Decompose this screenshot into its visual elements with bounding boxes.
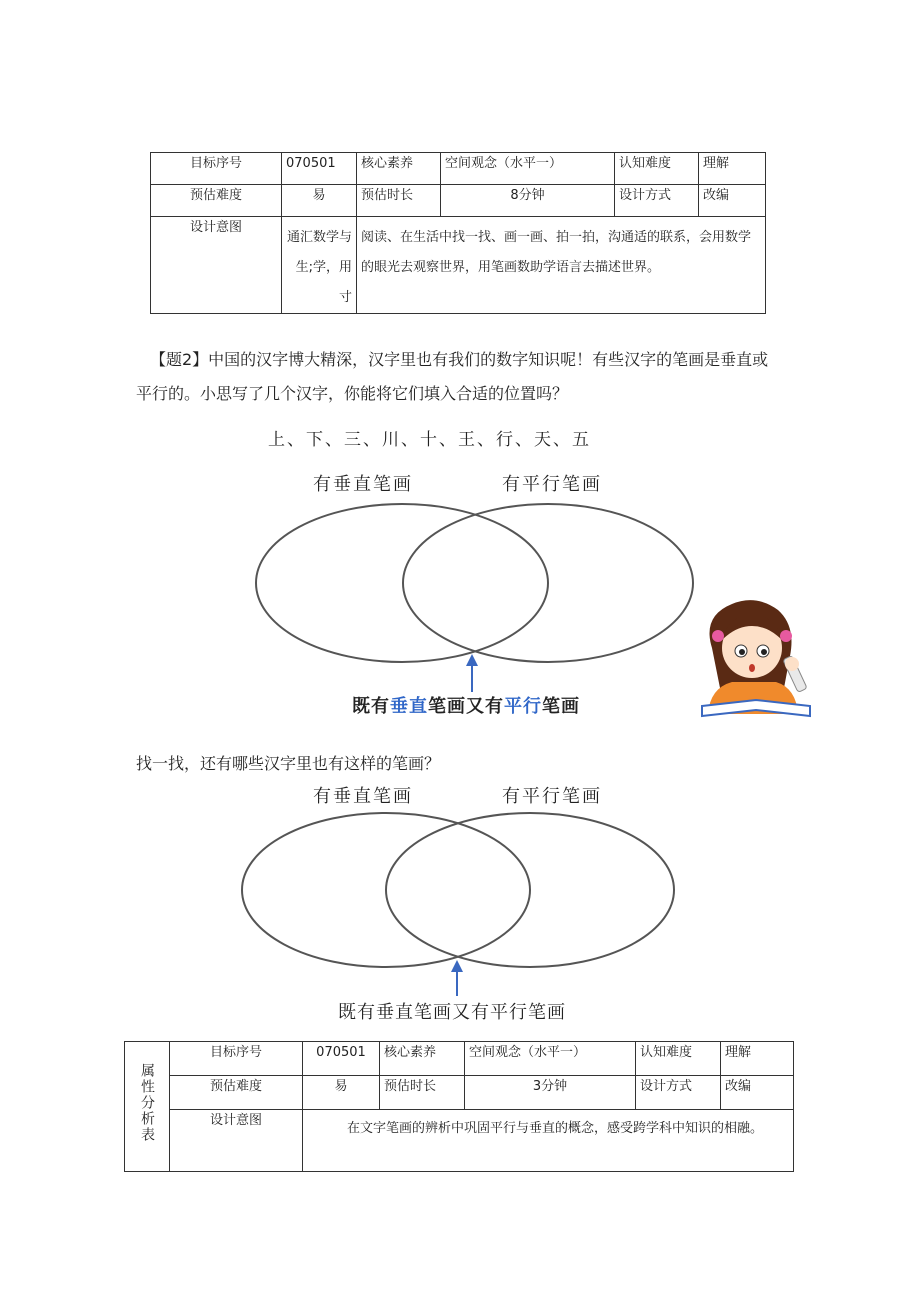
venn2-left-label: 有垂直笔画 — [313, 786, 413, 807]
venn1-caption-pre: 既有 — [352, 696, 390, 717]
venn1-caption-vertical: 垂直 — [390, 696, 428, 717]
t2-duration-value: 3分钟 — [465, 1076, 636, 1110]
find-instruction: 找一找，还有哪些汉字里也有这样的笔画？ — [136, 754, 441, 773]
t1-intent-left: 通汇数学与生;学，用寸 — [282, 217, 357, 314]
t2-goal-id-value: 070501 — [303, 1042, 380, 1076]
girl-reading-illustration — [698, 596, 814, 720]
attribute-table-1 — [150, 152, 766, 314]
t2-intent-label: 设计意图 — [170, 1110, 303, 1172]
t1-design-label: 设计方式 — [615, 185, 699, 217]
t1-core-literacy-label: 核心素养 — [357, 153, 441, 185]
t2-goal-id-label: 目标序号 — [170, 1042, 303, 1076]
attribute-table-2 — [124, 1041, 794, 1172]
t1-design-value: 改编 — [699, 185, 766, 217]
t1-intent-text: 阅读、在生活中找一找、画一画、拍一拍，沟通适的联系，会用数学的眼光去观察世界，用笔画数助学语言去描述世界。 — [357, 217, 766, 314]
venn1-caption-post: 笔画 — [542, 696, 580, 717]
t1-intent-label: 设计意图 — [151, 217, 282, 314]
t2-duration-label: 预估时长 — [380, 1076, 465, 1110]
venn1-caption-parallel: 平行 — [504, 696, 542, 717]
t2-core-literacy-label: 核心素养 — [380, 1042, 465, 1076]
t2-side-label-cell — [125, 1042, 170, 1172]
venn2-arrow-head — [451, 960, 463, 972]
t2-cognitive-label: 认知难度 — [636, 1042, 721, 1076]
venn-diagram-2 — [236, 810, 686, 1000]
character-list: 上、下、三、川、十、王、行、天、五 — [268, 430, 591, 450]
venn-diagram-1 — [250, 500, 700, 700]
question-line-1: 【题2】中国的汉字博大精深，汉字里也有我们的数字知识呢！有些汉字的笔画是垂直或 — [150, 350, 769, 369]
t1-cognitive-label: 认知难度 — [615, 153, 699, 185]
venn1-left-label: 有垂直笔画 — [313, 474, 413, 495]
venn1-right-label: 有平行笔画 — [502, 474, 602, 495]
t1-duration-value: 8分钟 — [441, 185, 615, 217]
t1-difficulty-value: 易 — [282, 185, 357, 217]
t2-core-literacy-value: 空间观念（水平一） — [465, 1042, 636, 1076]
t2-side-label: 属性分析表 — [139, 1062, 155, 1143]
t2-difficulty-value: 易 — [303, 1076, 380, 1110]
t1-core-literacy-value: 空间观念（水平一） — [441, 153, 615, 185]
t2-difficulty-label: 预估难度 — [170, 1076, 303, 1110]
t2-intent-text: 在文字笔画的辨析中巩固平行与垂直的概念，感受跨学科中知识的相融。 — [303, 1110, 794, 1172]
t1-goal-id-value: 070501 — [282, 153, 357, 185]
t1-goal-id-label: 目标序号 — [151, 153, 282, 185]
venn1-caption — [352, 692, 580, 718]
question-line-2: 平行的。小思写了几个汉字，你能将它们填入合适的位置吗？ — [136, 384, 569, 403]
t1-difficulty-label: 预估难度 — [151, 185, 282, 217]
t2-design-label: 设计方式 — [636, 1076, 721, 1110]
venn2-caption: 既有垂直笔画又有平行笔画 — [338, 1002, 566, 1023]
venn1-arrow-head — [466, 654, 478, 666]
t2-design-value: 改编 — [721, 1076, 794, 1110]
venn1-caption-mid: 笔画又有 — [428, 696, 504, 717]
t2-cognitive-value: 理解 — [721, 1042, 794, 1076]
t1-cognitive-value: 理解 — [699, 153, 766, 185]
t1-duration-label: 预估时长 — [357, 185, 441, 217]
venn2-right-label: 有平行笔画 — [502, 786, 602, 807]
